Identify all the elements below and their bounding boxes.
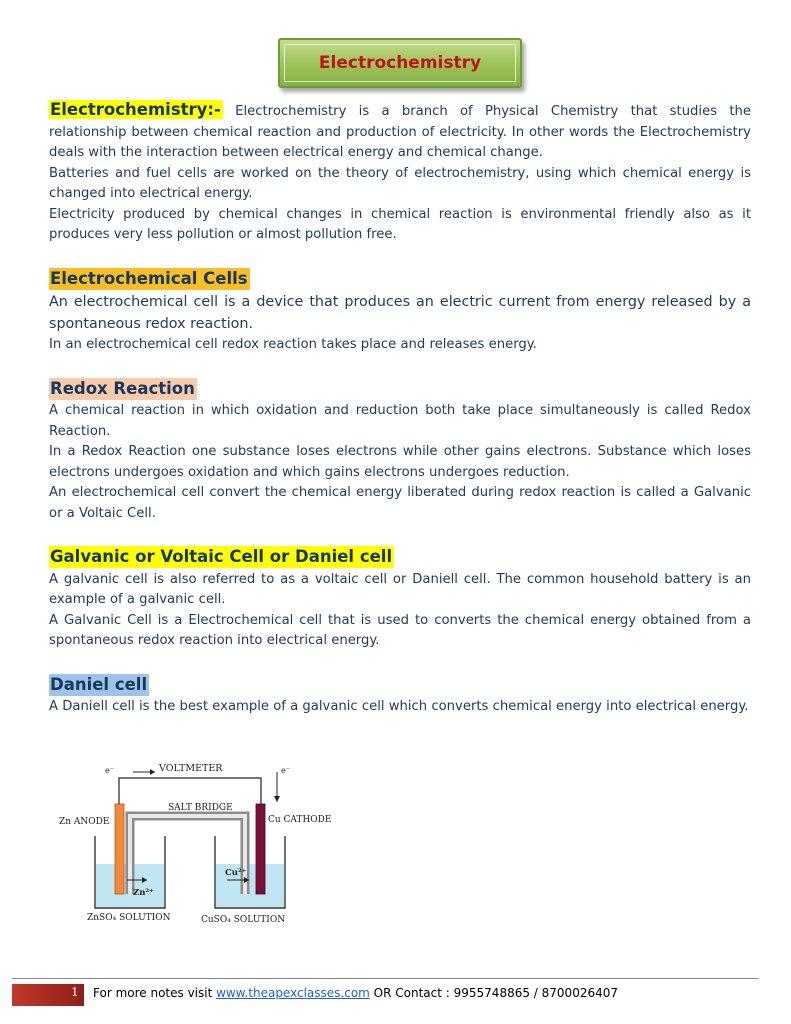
- redox-p1: A chemical reaction in which oxidation and reduction both take place simultaneously is called Redox Reaction.: [49, 403, 751, 439]
- page-title: Electrochemistry: [318, 53, 482, 73]
- electron-label-right: e⁻: [281, 766, 290, 775]
- title-banner: [278, 38, 522, 88]
- cells-heading: Electrochemical Cells: [50, 268, 248, 288]
- intro-p3: Electricity produced by chemical changes in chemical reaction is environmental friendly also as it produces very less pollution or almost pollution free.: [49, 206, 751, 242]
- section-daniel: [49, 674, 751, 718]
- daniel-p1: A Daniell cell is the best example of a galvanic cell which converts chemical energy into electrical energy.: [49, 699, 749, 714]
- anode-label: Zn ANODE: [59, 817, 110, 827]
- section-redox: [49, 378, 751, 525]
- redox-heading: Redox Reaction: [50, 378, 195, 398]
- electron-arrowhead-left: [150, 769, 155, 775]
- galvanic-p2: A Galvanic Cell is a Electrochemical cell that is used to converts the chemical energy obtained from a spontaneous redox reaction into electrical energy.: [49, 612, 751, 648]
- cuso4-label: CuSO₄ SOLUTION: [201, 915, 286, 925]
- daniell-cell-diagram: [55, 758, 355, 930]
- cu-ion-label: Cu²⁺: [225, 868, 247, 878]
- copper-electrode: [256, 804, 265, 894]
- znso4-label: ZnSO₄ SOLUTION: [87, 913, 171, 923]
- footer-text: [93, 986, 618, 1000]
- intro-heading: Electrochemistry:-: [50, 100, 221, 119]
- zinc-electrode: [115, 804, 124, 894]
- page-number: 1: [71, 985, 79, 999]
- galvanic-p1: A galvanic cell is also referred to as a voltaic cell or Daniell cell. The common household battery is an example of a galvanic cell.: [49, 571, 751, 607]
- intro-p2: Batteries and fuel cells are worked on the theory of electrochemistry, using which chemical energy is changed into electrical energy.: [49, 165, 751, 201]
- section-galvanic: [49, 546, 751, 652]
- redox-p3: An electrochemical cell convert the chemical energy liberated during redox reaction is called a Galvanic or a Voltaic Cell.: [49, 485, 751, 521]
- footer-lead: For more notes visit: [93, 986, 217, 1000]
- section-cells: [49, 268, 751, 356]
- cells-p1: An electrochemical cell is a device that produces an electric current from energy released by a spontaneous redox reaction.: [49, 294, 751, 332]
- salt-bridge-label: SALT BRIDGE: [168, 803, 233, 813]
- external-wire: [119, 778, 261, 804]
- footer-divider: [12, 978, 758, 979]
- footer-website-link[interactable]: www.theapexclasses.com: [216, 986, 370, 1000]
- cells-p2: In an electrochemical cell redox reaction takes place and releases energy.: [49, 337, 537, 352]
- electron-label-left: e⁻: [105, 766, 114, 775]
- redox-p2: In a Redox Reaction one substance loses electrons while other gains electrons. Substance which loses electrons undergoes oxidation and which gains electrons undergoes reduction.: [49, 444, 751, 480]
- zn-ion-label: Zn²⁺: [133, 888, 154, 898]
- intro-lead: Electrochemistry is a branch of Physical Chemistry that studies the relationship between chemical reaction and production of electricity. In other words the Electrochemistry deals with the interaction between electrical energy and chemical change.: [49, 104, 751, 160]
- galvanic-heading: Galvanic or Voltaic Cell or Daniel cell: [50, 547, 393, 566]
- section-intro: [49, 100, 751, 246]
- voltmeter-label: VOLTMETER: [159, 763, 223, 774]
- footer-contact: OR Contact : 9955748865 / 8700026407: [369, 986, 618, 1000]
- daniel-heading: Daniel cell: [50, 674, 148, 694]
- electron-arrowhead-right: [274, 796, 280, 802]
- intro-paragraph: [49, 100, 751, 164]
- content: [49, 100, 751, 740]
- cathode-label: Cu CATHODE: [268, 815, 332, 825]
